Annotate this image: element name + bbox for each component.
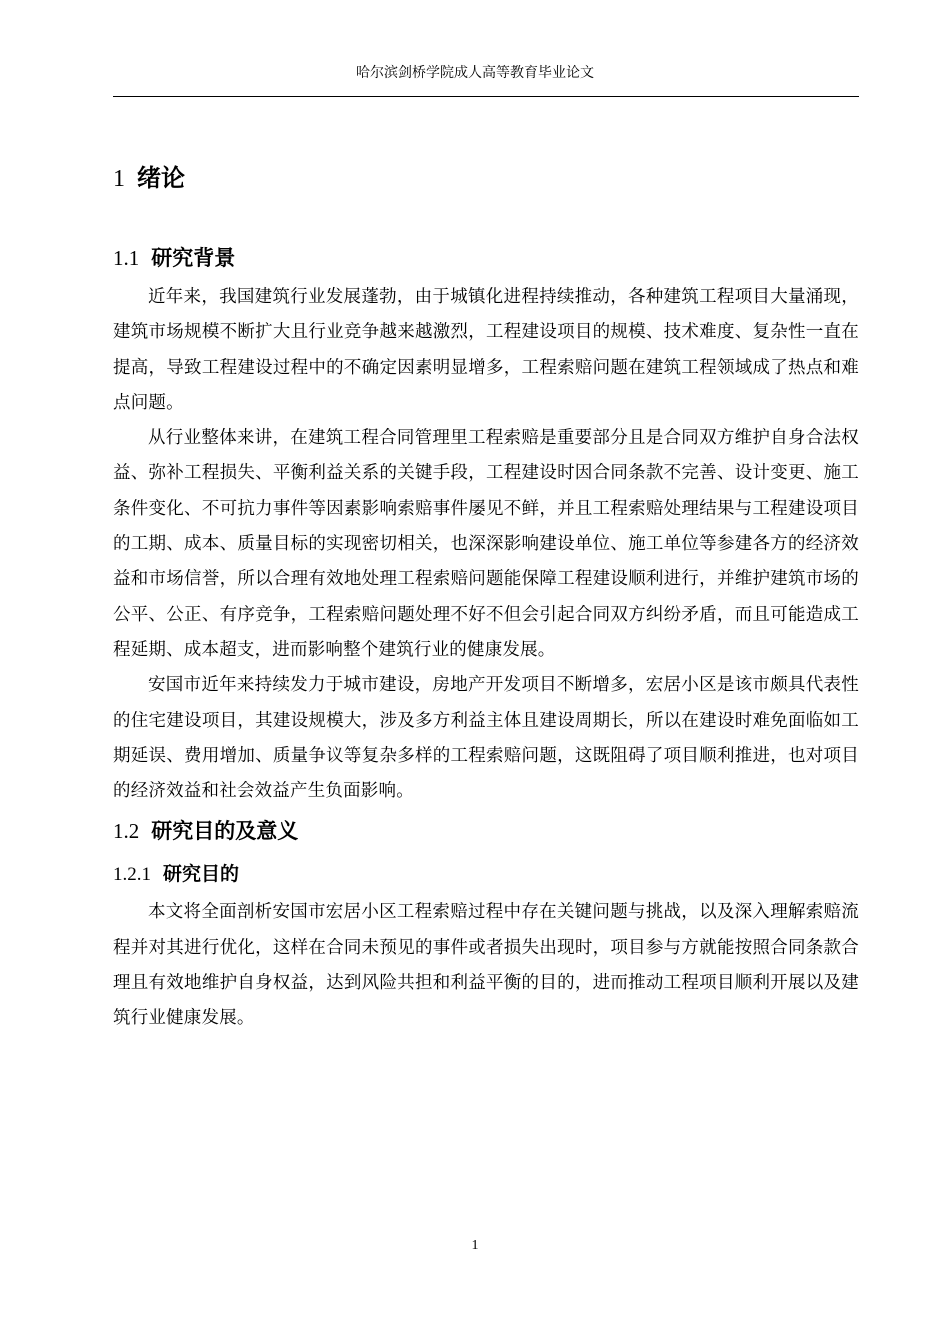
chapter-title: 绪论	[137, 164, 185, 192]
paragraph: 安国市近年来持续发力于城市建设，房地产开发项目不断增多，宏居小区是该市颇具代表性的住宅建设项目，其建设规模大，涉及多方利益主体且建设周期长，所以在建设时难免面临如工期延误、费用增加、质量争议等复杂多样的工程索赔问题，这既阻碍了项目顺利推进，也对项目的经济效益和社会效益产生负面影响。	[113, 675, 859, 802]
section-number: 1.2	[113, 819, 140, 844]
page-content	[113, 150, 859, 1037]
subsection-number: 1.2.1	[113, 864, 151, 886]
page-number: 1	[471, 1238, 479, 1253]
chapter-number: 1	[113, 166, 125, 192]
header-rule	[113, 96, 859, 97]
subsection-heading-1-2-1	[113, 853, 859, 895]
section-title: 研究背景	[151, 246, 236, 270]
section-number: 1.1	[113, 246, 140, 270]
running-header: 哈尔滨剑桥学院成人高等教育毕业论文	[356, 65, 594, 81]
spacer	[113, 206, 859, 236]
paragraph: 从行业整体来讲，在建筑工程合同管理里工程索赔是重要部分且是合同双方维护自身合法权益、弥补工程损失、平衡利益关系的关键手段，工程建设时因合同条款不完善、设计变更、施工条件变化、不可抗力事件等因素影响索赔事件屡见不鲜，并且工程索赔处理结果与工程建设项目的工期、成本、质量目标的实现密切相关，也深深影响建设单位、施工单位等参建各方的经济效益和市场信誉，所以合理有效地处理工程索赔问题能保障工程建设顺利进行，并维护建筑市场的公平、公正、有序竞争，工程索赔问题处理不好不但会引起合同双方纠纷矛盾，而且可能造成工程延期、成本超支，进而影响整个建筑行业的健康发展。	[113, 428, 859, 660]
section-heading-1-1	[113, 236, 859, 280]
subsection-title: 研究目的	[163, 863, 240, 886]
paragraph: 本文将全面剖析安国市宏居小区工程索赔过程中存在关键问题与挑战，以及深入理解索赔流程并对其进行优化，这样在合同未预见的事件或者损失出现时，项目参与方就能按照合同条款合理且有效地维护自身权益，达到风险共担和利益平衡的目的，进而推动工程项目顺利开展以及建筑行业健康发展。	[113, 902, 859, 1029]
chapter-heading	[113, 150, 859, 206]
paragraph: 近年来，我国建筑行业发展蓬勃，由于城镇化进程持续推动，各种建筑工程项目大量涌现，建筑市场规模不断扩大且行业竞争越来越激烈，工程建设项目的规模、技术难度、复杂性一直在提高，导致工程建设过程中的不确定因素明显增多，工程索赔问题在建筑工程领域成了热点和难点问题。	[113, 287, 859, 413]
section-heading-1-2	[113, 809, 859, 853]
section-title: 研究目的及意义	[151, 819, 299, 844]
